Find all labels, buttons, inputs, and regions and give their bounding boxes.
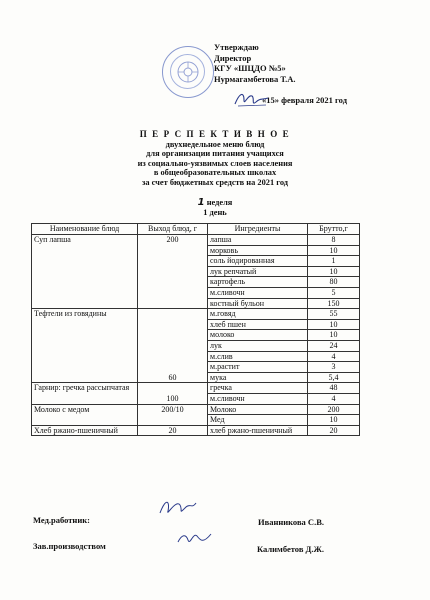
ingredient-name: морковь — [208, 245, 308, 256]
ingredient-name: мука — [208, 372, 308, 383]
med-label: Мед.работник: — [33, 515, 90, 525]
dish-yield: 200/10 — [138, 404, 208, 425]
ingredient-amount: 10 — [308, 266, 360, 277]
ingredient-amount: 5,4 — [308, 372, 360, 383]
ingredient-name: хлеб пшен — [208, 319, 308, 330]
day-label: 1 день — [203, 207, 227, 217]
dish-name: Молоко с медом — [32, 404, 138, 425]
ingredient-name: лапша — [208, 235, 308, 246]
ingredient-name: костный бульон — [208, 298, 308, 309]
menu-table — [31, 223, 360, 436]
approval-line: Утверждаю — [214, 42, 259, 52]
dish-name: Хлеб ржано-пшеничный — [32, 425, 138, 436]
ingredient-amount: 1 — [308, 256, 360, 267]
dish-yield: 100 — [138, 383, 208, 404]
med-name: Иванникова С.В. — [258, 517, 324, 527]
ingredient-name: м.слив — [208, 351, 308, 362]
title-line: из социально-уязвимых слоев населения — [137, 158, 293, 168]
ingredient-amount: 55 — [308, 309, 360, 320]
approval-block — [214, 42, 347, 105]
ingredient-name: м.говяд — [208, 309, 308, 320]
dish-yield: 20 — [138, 425, 208, 436]
ingredient-amount: 80 — [308, 277, 360, 288]
ingredient-name: соль йодированная — [208, 256, 308, 267]
ingredient-amount: 4 — [308, 351, 360, 362]
approval-line: Директор — [214, 52, 252, 63]
approval-line: КГУ «ШЦДО №5» — [214, 63, 286, 74]
week-word: неделя — [206, 198, 233, 207]
dish-name: Гарнир: гречка рассыпчатая — [32, 383, 138, 404]
ingredient-amount: 20 — [308, 425, 360, 436]
ingredient-amount: 200 — [308, 404, 360, 415]
ingredient-name: молоко — [208, 330, 308, 341]
med-signature — [156, 495, 200, 519]
ingredient-amount: 150 — [308, 298, 360, 309]
title-line: двухнедельное меню блюд — [165, 139, 265, 149]
week-heading — [0, 198, 430, 217]
table-header-row — [32, 224, 360, 235]
header-yield: Выход блюд, г — [138, 224, 208, 235]
chef-label: Зав.производством — [33, 541, 106, 551]
dish-yield: 60 — [138, 309, 208, 383]
ingredient-amount: 24 — [308, 340, 360, 351]
document-title — [0, 130, 430, 188]
week-number: 1 — [197, 197, 205, 208]
ingredient-name: лук репчатый — [208, 266, 308, 277]
title-main: П Е Р С П Е К Т И В Н О Е — [139, 129, 291, 139]
table-row — [32, 235, 360, 246]
chef-name: Калимбетов Д.Ж. — [257, 544, 325, 554]
ingredient-name: Мед — [208, 415, 308, 426]
ingredient-amount: 3 — [308, 362, 360, 373]
ingredient-amount: 5 — [308, 287, 360, 298]
ingredient-amount: 10 — [308, 330, 360, 341]
seal-emblem-icon — [175, 59, 201, 85]
dish-name: Суп лапша — [32, 235, 138, 309]
title-line: в общеобразовательных школах — [153, 168, 277, 178]
ingredient-name: м.сливочн — [208, 393, 308, 404]
ingredient-name: лук — [208, 340, 308, 351]
title-line: для организации питания учащихся — [146, 149, 284, 159]
ingredient-name: м.растит — [208, 362, 308, 373]
ingredient-amount: 10 — [308, 319, 360, 330]
director-signature — [232, 88, 272, 110]
ingredient-amount: 8 — [308, 235, 360, 246]
ingredient-name: м.сливочн — [208, 287, 308, 298]
table-row — [32, 383, 360, 394]
ingredient-name: хлеб ржано-пшеничный — [208, 425, 308, 436]
header-gross: Брутто,г — [308, 224, 360, 235]
ingredient-amount: 4 — [308, 393, 360, 404]
dish-name: Тефтели из говядины — [32, 309, 138, 383]
chef-signature — [175, 528, 215, 550]
ingredient-amount: 48 — [308, 383, 360, 394]
dish-yield: 200 — [138, 235, 208, 309]
header-ingredients: Ингредиенты — [208, 224, 308, 235]
table-row — [32, 309, 360, 320]
ingredient-name: картофель — [208, 277, 308, 288]
approval-date: «15» февраля 2021 год — [262, 95, 347, 105]
official-seal — [162, 46, 214, 98]
approval-line: Нурмагамбетова Т.А. — [214, 73, 296, 84]
ingredient-amount: 10 — [308, 415, 360, 426]
table-row — [32, 425, 360, 436]
table-row — [32, 404, 360, 415]
title-line: за счет бюджетных средств на 2021 год — [141, 177, 289, 187]
ingredient-amount: 10 — [308, 245, 360, 256]
ingredient-name: Молоко — [208, 404, 308, 415]
menu-body — [32, 235, 360, 436]
ingredient-name: гречка — [208, 383, 308, 394]
header-dish: Наименование блюд — [32, 224, 138, 235]
